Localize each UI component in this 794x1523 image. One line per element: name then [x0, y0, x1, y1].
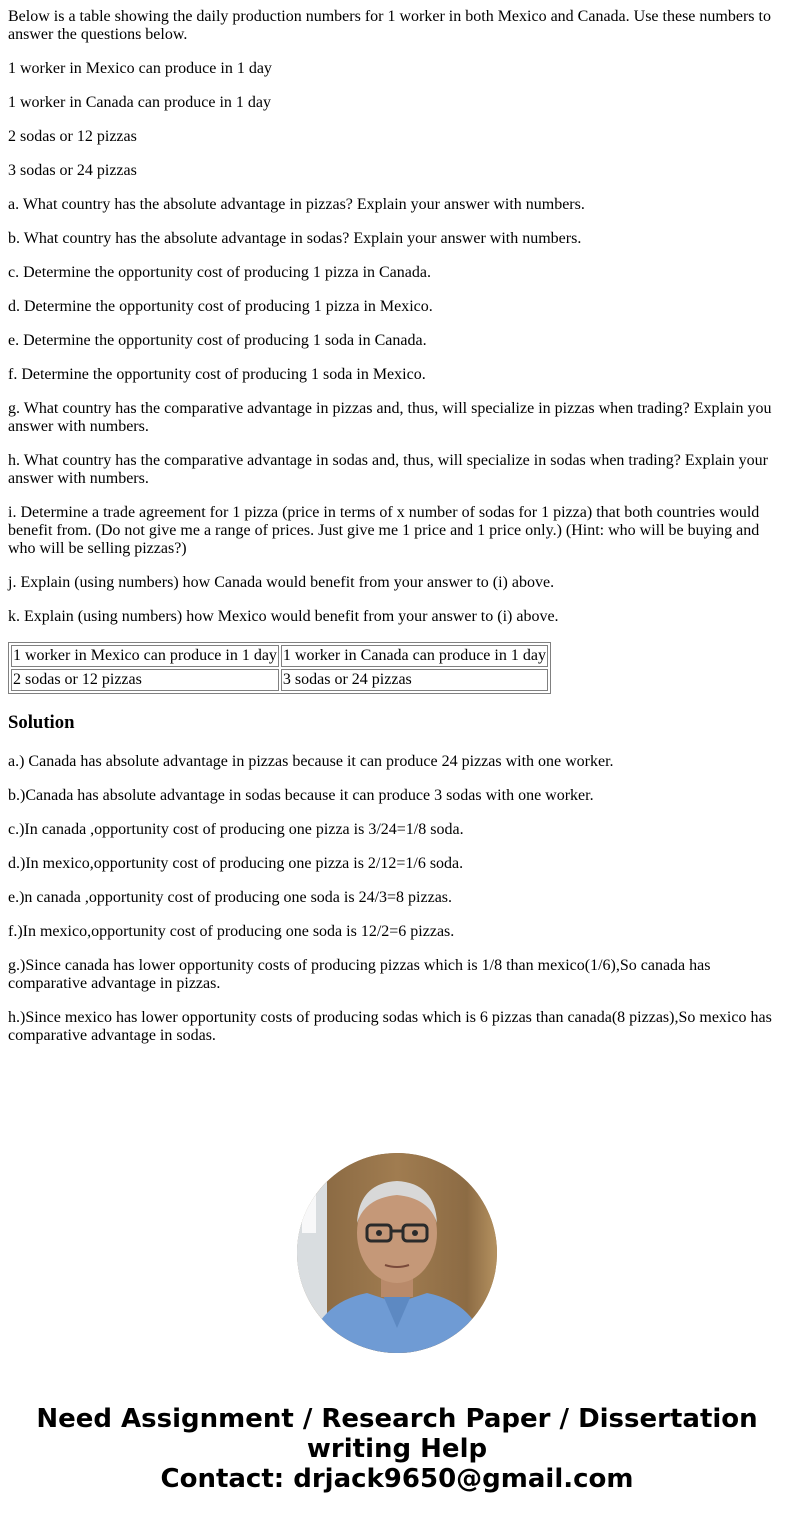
- question-c: c. Determine the opportunity cost of producing 1 pizza in Canada.: [8, 264, 431, 281]
- question-k: k. Explain (using numbers) how Mexico would benefit from your answer to (i) above.: [8, 608, 559, 625]
- production-table: [8, 642, 551, 694]
- table-cell: 1 worker in Mexico can produce in 1 day: [11, 645, 279, 667]
- question-f: f. Determine the opportunity cost of producing 1 soda in Mexico.: [8, 366, 426, 383]
- answer-g: g.)Since canada has lower opportunity costs of producing pizzas which is 1/8 than mexico(1/6),So canada has comparative advantage in pizzas.: [8, 957, 711, 992]
- intro-line: 1 worker in Mexico can produce in 1 day: [8, 60, 272, 77]
- answer-b: b.)Canada has absolute advantage in sodas because it can produce 3 sodas with one worker.: [8, 787, 594, 804]
- question-d: d. Determine the opportunity cost of producing 1 pizza in Mexico.: [8, 298, 433, 315]
- question-e: e. Determine the opportunity cost of producing 1 soda in Canada.: [8, 332, 427, 349]
- promo-banner: [0, 1404, 794, 1494]
- author-portrait-image: [297, 1153, 497, 1353]
- table-row: [11, 669, 548, 691]
- answer-e: e.)n canada ,opportunity cost of producing one soda is 24/3=8 pizzas.: [8, 889, 453, 906]
- answer-f: f.)In mexico,opportunity cost of producing one soda is 12/2=6 pizzas.: [8, 923, 455, 940]
- promo-line: Need Assignment / Research Paper / Dissertation: [36, 1404, 758, 1434]
- table-row: [11, 645, 548, 667]
- solution-heading: Solution: [8, 712, 75, 733]
- question-a: a. What country has the absolute advantage in pizzas? Explain your answer with numbers.: [8, 196, 585, 213]
- intro-line: 3 sodas or 24 pizzas: [8, 162, 137, 179]
- question-h: h. What country has the comparative advantage in sodas and, thus, will specialize in sodas when trading? Explain your answer with numbers.: [8, 452, 768, 487]
- question-i: i. Determine a trade agreement for 1 pizza (price in terms of x number of sodas for 1 pizza) that both countries would benefit from. (Do not give me a range of prices. Just give me 1 price and 1 price only.) (Hint: who will be buying and who will be selling pizzas?): [8, 504, 760, 557]
- answer-h: h.)Since mexico has lower opportunity costs of producing sodas which is 6 pizzas than canada(8 pizzas),So mexico has comparative advantage in sodas.: [8, 1009, 772, 1044]
- intro-line: 1 worker in Canada can produce in 1 day: [8, 94, 272, 111]
- answer-c: c.)In canada ,opportunity cost of producing one pizza is 3/24=1/8 soda.: [8, 821, 464, 838]
- question-b: b. What country has the absolute advantage in sodas? Explain your answer with numbers.: [8, 230, 582, 247]
- table-cell: 3 sodas or 24 pizzas: [281, 669, 548, 691]
- promo-contact: Contact: drjack9650@gmail.com: [160, 1464, 634, 1494]
- intro-line: 2 sodas or 12 pizzas: [8, 128, 137, 145]
- promo-line: writing Help: [306, 1434, 488, 1464]
- answer-a: a.) Canada has absolute advantage in pizzas because it can produce 24 pizzas with one worker.: [8, 753, 614, 770]
- intro-paragraph: Below is a table showing the daily production numbers for 1 worker in both Mexico and Canada. Use these numbers to answer the questions below.: [8, 8, 771, 43]
- question-j: j. Explain (using numbers) how Canada would benefit from your answer to (i) above.: [8, 574, 555, 591]
- table-cell: 1 worker in Canada can produce in 1 day: [281, 645, 548, 667]
- question-g: g. What country has the comparative advantage in pizzas and, thus, will specialize in pizzas when trading? Explain you answer with numbers.: [8, 400, 772, 435]
- answer-d: d.)In mexico,opportunity cost of producing one pizza is 2/12=1/6 soda.: [8, 855, 464, 872]
- author-avatar: [297, 1153, 497, 1353]
- table-cell: 2 sodas or 12 pizzas: [11, 669, 279, 691]
